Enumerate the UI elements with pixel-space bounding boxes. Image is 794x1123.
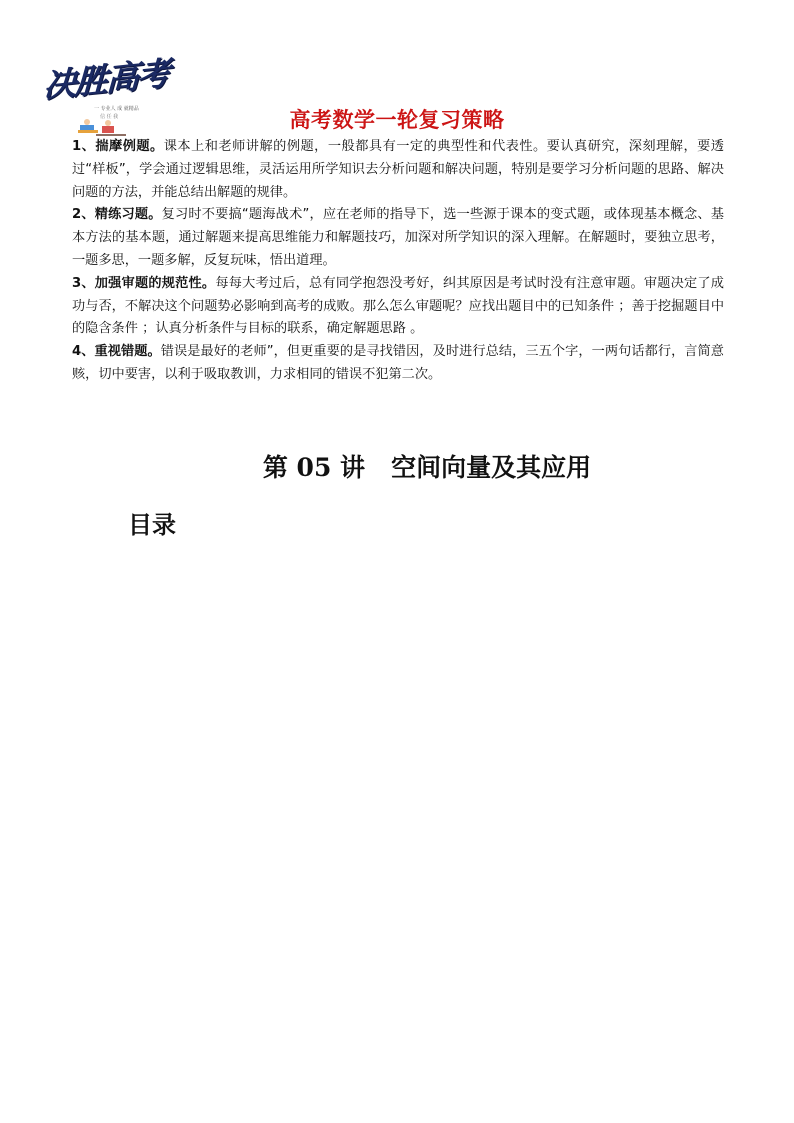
tip-body: 每每大考过后，总有同学抱怨没考好，纠其原因是考试时没有注意审题。审题决定了成功与否，不解决这个问题势必影响到高考的成败。那么怎么审题呢？应找出题目中的已知条件 ；善于挖掘题目中的隐含条件 ；认真分析条件与目标的联系，确定解题思路 。 [72, 275, 724, 337]
strategy-tips [72, 136, 724, 387]
tip-item [72, 341, 724, 387]
tip-heading: 4、重视错题。 [72, 344, 161, 360]
tip-heading: 3、加强审题的规范性。 [72, 275, 216, 291]
logo-slogan-2: 信 任 我 [100, 114, 119, 120]
tip-heading: 2、精练习题。 [72, 207, 162, 223]
lecture-title: 第 05 讲 空间向量及其应用 [262, 453, 592, 482]
logo-slogan: 一 专业人 成 就精品 [94, 106, 139, 112]
logo-text: 决胜高考 [42, 53, 170, 106]
tip-item [72, 273, 724, 341]
tip-body: 错误是最好的老师”，但更重要的是寻找错因，及时进行总结，三五个字，一两句话都行，言简意赅，切中要害，以利于吸取教训，力求相同的错误不犯第二次。 [72, 344, 724, 382]
tip-item [72, 204, 724, 272]
tip-item [72, 136, 724, 204]
tip-heading: 1、揣摩例题。 [72, 139, 164, 154]
document-title: 高考数学一轮复习策略 [289, 108, 505, 132]
table-of-contents-heading: 目录 [128, 510, 176, 539]
tip-body: 课本上和老师讲解的例题，一般都具有一定的典型性和代表性。要认真研究，深刻理解，要透过“样板”，学会通过逻辑思维，灵活运用所学知识去分析问题和解决问题，特别是要学习分析问题的思路、解决问题的方法，并能总结出解题的规律。 [72, 139, 724, 200]
tip-body: 复习时不要搞“题海战术”，应在老师的指导下，选一些源于课本的变式题，或体现基本概念、基本方法的基本题，通过解题来提高思维能力和解题技巧，加深对所学知识的深入理解。在解题时，要独立思考，一题多思，一题多解，反复玩味，悟出道理。 [72, 207, 724, 268]
